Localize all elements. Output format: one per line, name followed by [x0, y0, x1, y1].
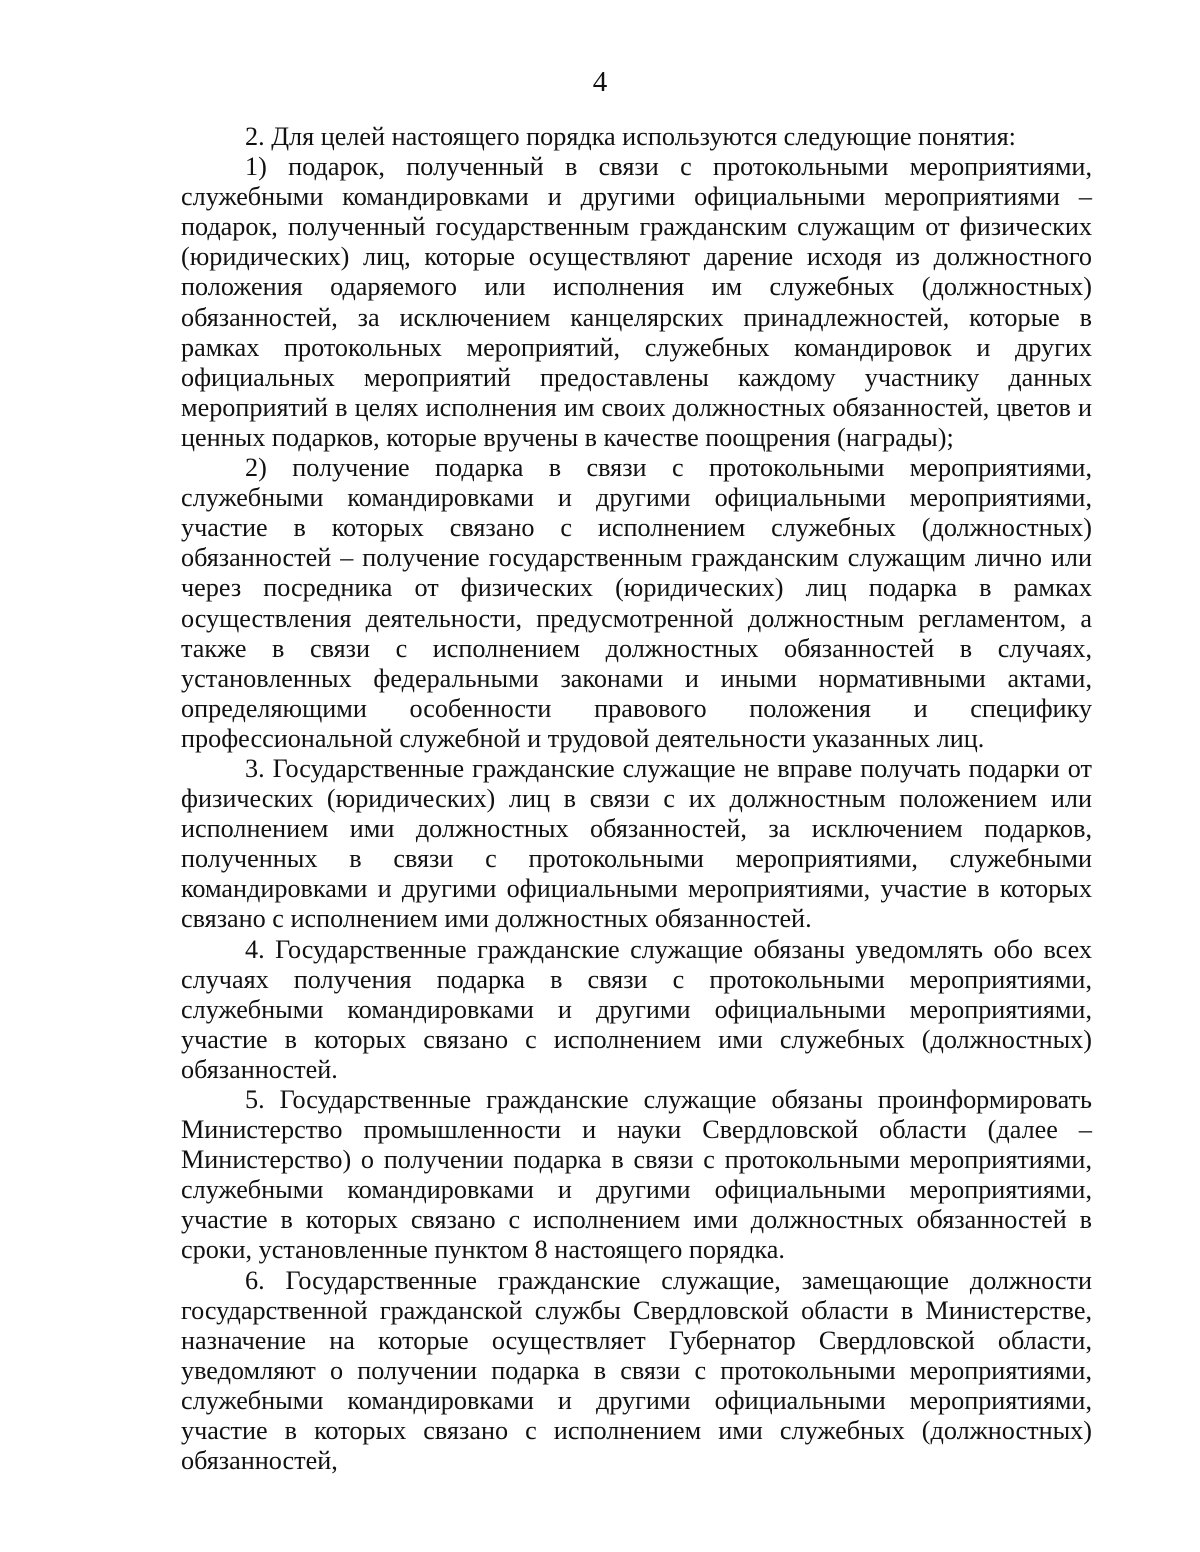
paragraph-3: 3. Государственные гражданские служащие не вправе получать подарки от физических (юридических) лиц в связи с их должностным положением или исполнением ими должностных обязанностей, за исключением подарков, полученных в связи с протокольными мероприятиями, служебными командировками и другими официальными мероприятиями, участие в которых связано с исполнением ими должностных обязанностей. [181, 753, 1092, 934]
paragraph-2-1-gift-definition: 1) подарок, полученный в связи с протокольными мероприятиями, служебными командировками и другими официальными мероприятиями – подарок, полученный государственным гражданским служащим от физических (юридических) лиц, которые осуществляют дарение исходя из должностного положения одаряемого или исполнения им служебных (должностных) обязанностей, за исключением канцелярских принадлежностей, которые в рамках протокольных мероприятий, служебных командировок и других официальных мероприятий предоставлены каждому участнику данных мероприятий в целях исполнения им своих должностных обязанностей, цветов и ценных подарков, которые вручены в качестве поощрения (награды); [181, 152, 1092, 452]
page-number: 4 [592, 66, 608, 98]
paragraph-2-2-receipt-definition: 2) получение подарка в связи с протокольными мероприятиями, служебными командировками и другими официальными мероприятиями, участие в которых связано с исполнением служебных (должностных) обязанностей – получение государственным гражданским служащим лично или через посредника от физических (юридических) лиц подарка в рамках осуществления деятельности, предусмотренной должностным регламентом, а также в связи с исполнением должностных обязанностей в случаях, установленных федеральными законами и иными нормативными актами, определяющими особенности правового положения и специфику профессиональной служебной и трудовой деятельности указанных лиц. [181, 453, 1092, 753]
paragraph-5: 5. Государственные гражданские служащие обязаны проинформировать Министерство промышленности и науки Свердловской области (далее – Министерство) о получении подарка в связи с протокольными мероприятиями, служебными командировками и другими официальными мероприятиями, участие в которых связано с исполнением ими должностных обязанностей в сроки, установленные пунктом 8 настоящего порядка. [181, 1085, 1092, 1265]
paragraph-2-definitions-intro: 2. Для целей настоящего порядка используются следующие понятия: [245, 122, 1016, 151]
paragraph-4: 4. Государственные гражданские служащие обязаны уведомлять обо всех случаях получения подарка в связи с протокольными мероприятиями, служебными командировками и другими официальными мероприятиями, участие в которых связано с исполнением ими служебных (должностных) обязанностей. [181, 934, 1092, 1084]
document-body [181, 122, 1092, 1476]
paragraph-6: 6. Государственные гражданские служащие, замещающие должности государственной гражданской службы Свердловской области в Министерстве, назначение на которые осуществляет Губернатор Свердловской области, уведомляют о получении подарка в связи с протокольными мероприятиями, служебными командировками и другими официальными мероприятиями, участие в которых связано с исполнением ими служебных (должностных) обязанностей, [181, 1265, 1092, 1476]
